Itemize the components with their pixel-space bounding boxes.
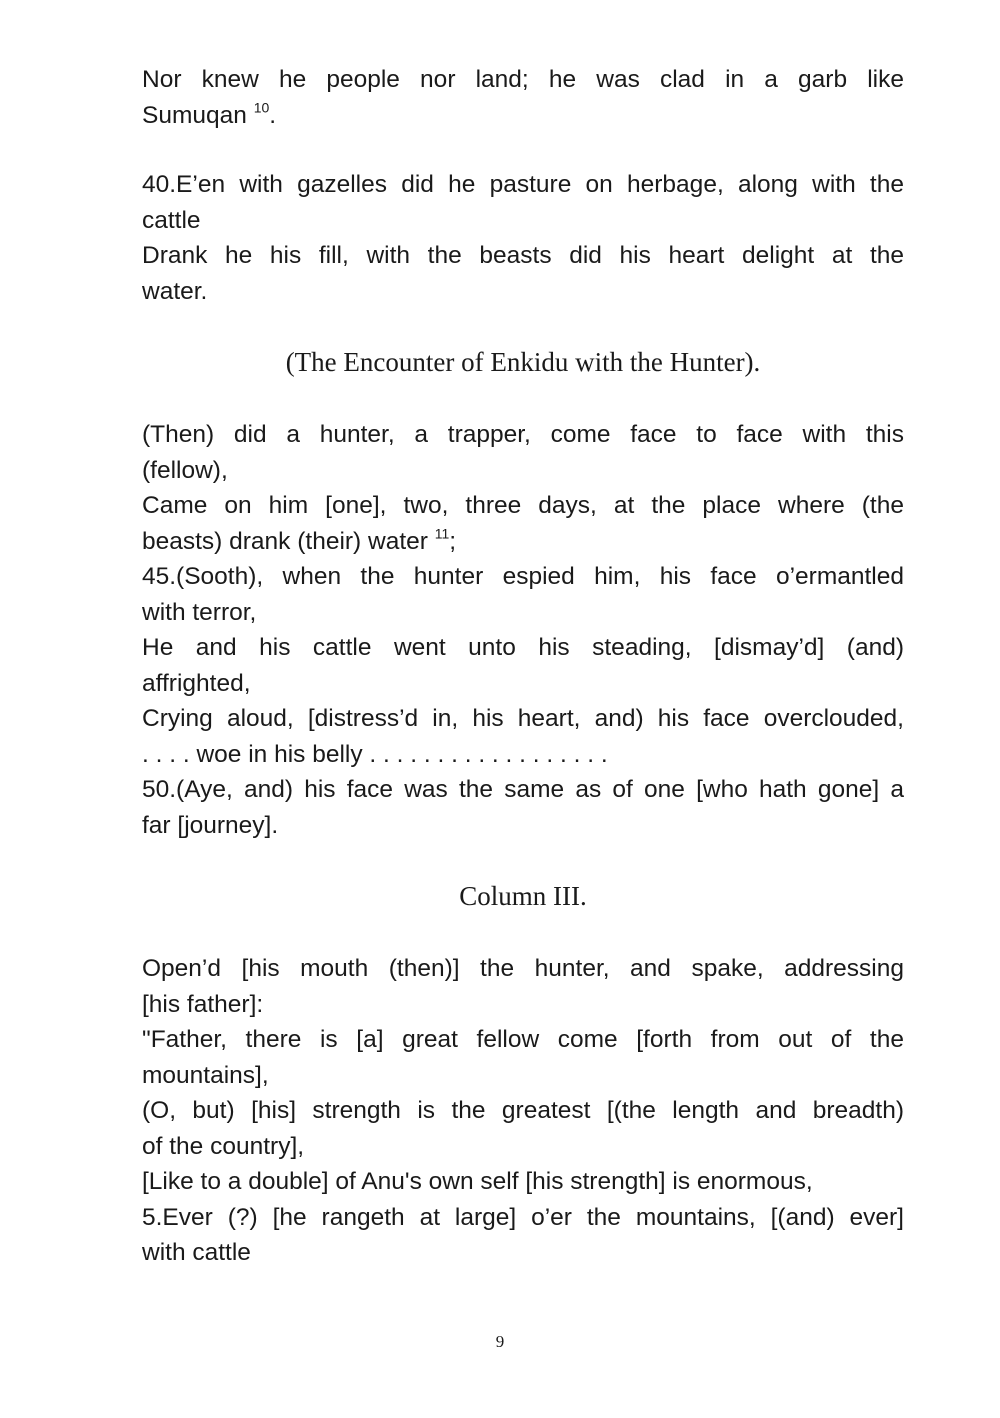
page-number: 9 (495, 1332, 505, 1351)
text-line: [his father]: (142, 990, 264, 1018)
text-line: cattle (142, 206, 201, 234)
text-segment: Sumuqan (142, 101, 247, 129)
text-line: affrighted, (142, 669, 251, 697)
section-heading: Column III. (459, 881, 587, 911)
text-line: . . . . woe in his belly . . . . . . . . . . . . . . . . . . (142, 740, 608, 768)
text-line: Drank he his fill, with the beasts did his heart delight at the (142, 242, 904, 269)
text-line: (Then) did a hunter, a trapper, come face to face with this (142, 421, 904, 448)
text-line (142, 98, 904, 134)
page-body (142, 62, 904, 1305)
text-line: 40.E’en with gazelles did he pasture on herbage, along with the (142, 171, 904, 198)
text-line: water. (142, 277, 208, 305)
paragraph (142, 62, 904, 133)
text-segment: beasts) drank (their) water (142, 527, 428, 555)
text-line: Nor knew he people nor land; he was clad in a garb like (142, 66, 904, 93)
text-line: 45.(Sooth), when the hunter espied him, his face o’ermantled (142, 563, 904, 590)
text-line: mountains], (142, 1061, 269, 1089)
section-heading: (The Encounter of Enkidu with the Hunter). (285, 347, 761, 377)
text-line: "Father, there is [a] great fellow come [forth from out of the (142, 1026, 904, 1053)
text-line: [Like to a double] of Anu's own self [his strength] is enormous, (142, 1168, 813, 1195)
text-segment: ; (449, 527, 457, 555)
text-segment: . (269, 101, 277, 129)
paragraph (142, 951, 904, 1271)
text-line: (fellow), (142, 456, 228, 484)
text-line: He and his cattle went unto his steading, [dismay’d] (and) (142, 634, 904, 661)
text-line (142, 524, 904, 560)
text-line: Open’d [his mouth (then)] the hunter, and spake, addressing (142, 955, 904, 982)
paragraph (142, 167, 904, 309)
footnote-ref[interactable]: 10 (253, 99, 270, 115)
footnote-ref[interactable]: 11 (434, 525, 450, 541)
paragraph (142, 417, 904, 843)
text-line: 50.(Aye, and) his face was the same as of one [who hath gone] a (142, 776, 904, 803)
text-line: Came on him [one], two, three days, at the place where (the (142, 492, 904, 519)
text-line: with cattle (142, 1239, 251, 1266)
text-line: 5.Ever (?) [he rangeth at large] o’er the mountains, [(and) ever] (142, 1203, 904, 1231)
text-line: Crying aloud, [distress’d in, his heart, and) his face overclouded, (142, 705, 904, 732)
text-line: far [journey]. (142, 811, 279, 839)
text-line: of the country], (142, 1132, 305, 1160)
text-line: (O, but) [his] strength is the greatest [(the length and breadth) (142, 1097, 904, 1124)
text-line: with terror, (142, 598, 257, 626)
